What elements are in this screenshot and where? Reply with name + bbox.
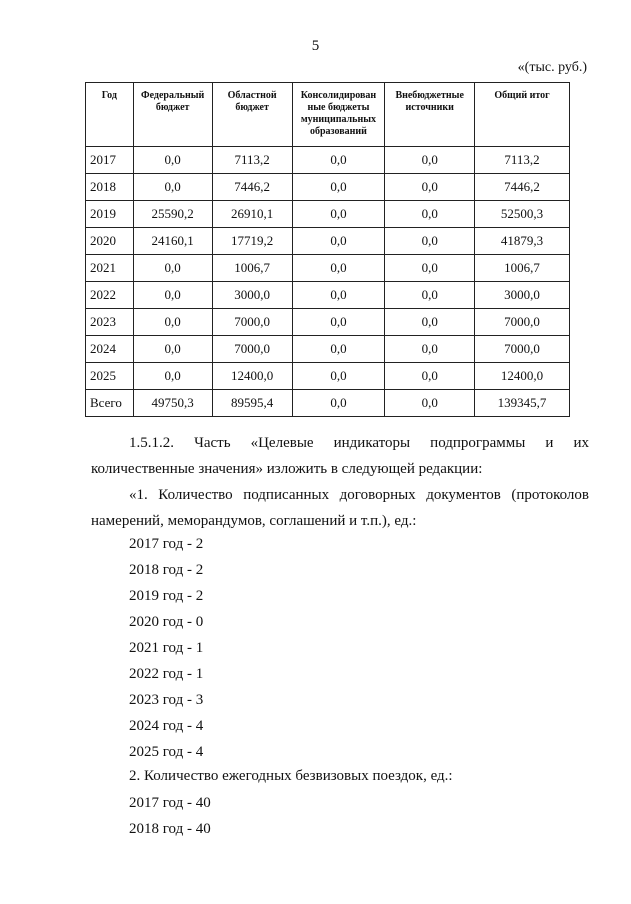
cell-municipal: 0,0 — [292, 309, 385, 336]
cell-total: 52500,3 — [475, 201, 570, 228]
cell-municipal: 0,0 — [292, 174, 385, 201]
cell-municipal: 0,0 — [292, 390, 385, 417]
cell-year: 2023 — [86, 309, 134, 336]
indicator-1-year-line: 2025 год - 4 — [129, 744, 204, 760]
cell-regional: 17719,2 — [212, 228, 292, 255]
cell-municipal: 0,0 — [292, 282, 385, 309]
cell-federal: 0,0 — [133, 174, 212, 201]
cell-extrabudgetary: 0,0 — [385, 309, 475, 336]
cell-federal: 49750,3 — [133, 390, 212, 417]
cell-regional: 3000,0 — [212, 282, 292, 309]
cell-municipal: 0,0 — [292, 147, 385, 174]
table-row — [86, 363, 570, 390]
cell-regional: 1006,7 — [212, 255, 292, 282]
cell-extrabudgetary: 0,0 — [385, 201, 475, 228]
cell-regional: 89595,4 — [212, 390, 292, 417]
header-extrabudgetary: Внебюджетные источники — [385, 83, 475, 147]
cell-total: 3000,0 — [475, 282, 570, 309]
cell-extrabudgetary: 0,0 — [385, 282, 475, 309]
cell-total: 7446,2 — [475, 174, 570, 201]
table-row — [86, 390, 570, 417]
cell-total: 139345,7 — [475, 390, 570, 417]
cell-extrabudgetary: 0,0 — [385, 228, 475, 255]
table-row — [86, 147, 570, 174]
cell-extrabudgetary: 0,0 — [385, 390, 475, 417]
table-row — [86, 336, 570, 363]
cell-extrabudgetary: 0,0 — [385, 363, 475, 390]
header-year: Год — [86, 83, 134, 147]
page-number: 5 — [311, 38, 320, 54]
cell-federal: 24160,1 — [133, 228, 212, 255]
cell-year: 2024 — [86, 336, 134, 363]
cell-year: 2019 — [86, 201, 134, 228]
paragraph-2-line-2: намерений, меморандумов, соглашений и т.п.), ед.: — [91, 513, 417, 529]
indicator-1-year-line: 2017 год - 2 — [129, 536, 204, 552]
cell-regional: 7113,2 — [212, 147, 292, 174]
cell-year: 2018 — [86, 174, 134, 201]
cell-regional: 26910,1 — [212, 201, 292, 228]
cell-year: Всего — [86, 390, 134, 417]
cell-extrabudgetary: 0,0 — [385, 336, 475, 363]
cell-municipal: 0,0 — [292, 363, 385, 390]
header-total: Общий итог — [475, 83, 570, 147]
cell-federal: 0,0 — [133, 309, 212, 336]
cell-municipal: 0,0 — [292, 201, 385, 228]
cell-total: 41879,3 — [475, 228, 570, 255]
cell-federal: 0,0 — [133, 363, 212, 390]
cell-regional: 12400,0 — [212, 363, 292, 390]
cell-federal: 0,0 — [133, 147, 212, 174]
cell-federal: 0,0 — [133, 336, 212, 363]
cell-year: 2020 — [86, 228, 134, 255]
cell-total: 12400,0 — [475, 363, 570, 390]
cell-extrabudgetary: 0,0 — [385, 174, 475, 201]
cell-regional: 7000,0 — [212, 309, 292, 336]
table-row — [86, 255, 570, 282]
cell-year: 2017 — [86, 147, 134, 174]
cell-federal: 0,0 — [133, 282, 212, 309]
table-row — [86, 282, 570, 309]
table-row — [86, 309, 570, 336]
indicator-2-title: 2. Количество ежегодных безвизовых поездок, ед.: — [129, 768, 453, 784]
indicator-1-year-line: 2020 год - 0 — [129, 614, 204, 630]
cell-federal: 25590,2 — [133, 201, 212, 228]
table-header-row — [86, 83, 570, 147]
cell-municipal: 0,0 — [292, 228, 385, 255]
cell-regional: 7000,0 — [212, 336, 292, 363]
cell-municipal: 0,0 — [292, 336, 385, 363]
indicator-1-year-line: 2022 год - 1 — [129, 666, 204, 682]
cell-total: 7000,0 — [475, 336, 570, 363]
cell-year: 2025 — [86, 363, 134, 390]
indicator-2-year-line: 2017 год - 40 — [129, 795, 211, 811]
cell-total: 1006,7 — [475, 255, 570, 282]
table-row — [86, 228, 570, 255]
cell-year: 2021 — [86, 255, 134, 282]
budget-table — [85, 82, 570, 417]
header-municipal: Консолидирован ные бюджеты муниципальных образований — [292, 83, 385, 147]
cell-federal: 0,0 — [133, 255, 212, 282]
table-row — [86, 201, 570, 228]
cell-extrabudgetary: 0,0 — [385, 255, 475, 282]
cell-extrabudgetary: 0,0 — [385, 147, 475, 174]
header-regional: Областной бюджет — [212, 83, 292, 147]
indicator-1-year-line: 2018 год - 2 — [129, 562, 204, 578]
cell-total: 7113,2 — [475, 147, 570, 174]
indicator-1-year-line: 2021 год - 1 — [129, 640, 204, 656]
cell-regional: 7446,2 — [212, 174, 292, 201]
cell-total: 7000,0 — [475, 309, 570, 336]
paragraph-1-line-1: 1.5.1.2. Часть «Целевые индикаторы подпрограммы и их — [129, 435, 589, 451]
paragraph-1-line-2: количественные значения» изложить в следующей редакции: — [91, 461, 483, 477]
units-label: «(тыс. руб.) — [517, 60, 587, 75]
cell-year: 2022 — [86, 282, 134, 309]
paragraph-2-line-1: «1. Количество подписанных договорных документов (протоколов — [129, 487, 589, 503]
table-body — [86, 147, 570, 417]
indicator-2-year-line: 2018 год - 40 — [129, 821, 211, 837]
header-federal: Федеральный бюджет — [133, 83, 212, 147]
table-row — [86, 174, 570, 201]
indicator-1-year-line: 2024 год - 4 — [129, 718, 204, 734]
cell-municipal: 0,0 — [292, 255, 385, 282]
indicator-1-year-line: 2023 год - 3 — [129, 692, 204, 708]
indicator-1-year-line: 2019 год - 2 — [129, 588, 204, 604]
